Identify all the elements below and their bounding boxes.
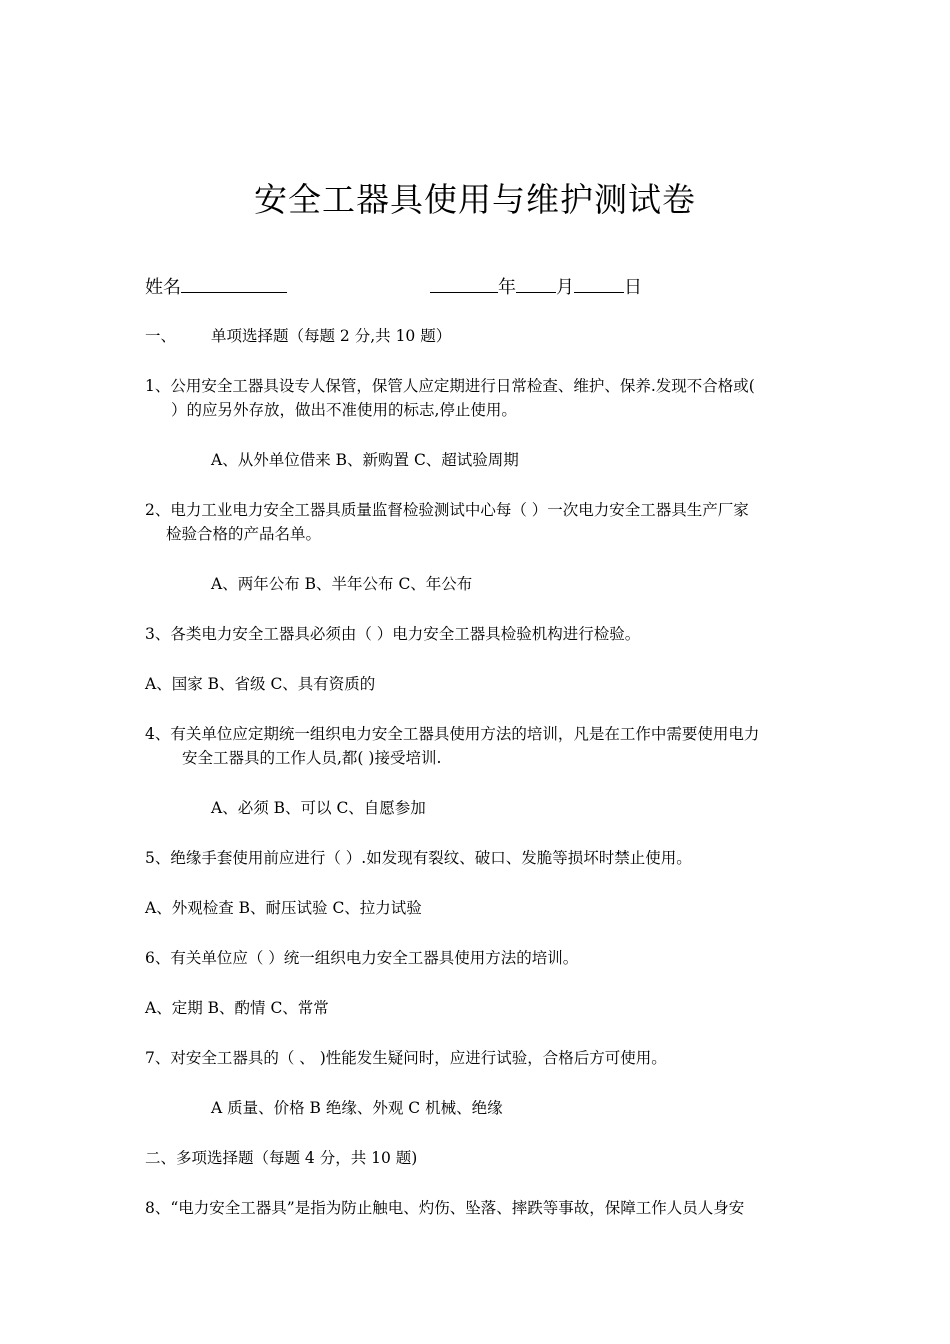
question-1-options: A、从外单位借来 B、新购置 C、超试验周期: [211, 451, 519, 469]
day-blank: [574, 276, 624, 293]
section1-title: 单项选择题（每题 2 分,共 10 题）: [211, 327, 452, 345]
date-field: [430, 276, 642, 299]
question-8-line-1: 8、“电力安全工器具”是指为防止触电、灼伤、坠落、摔跌等事故，保障工作人员人身安: [145, 1199, 745, 1217]
name-label: 姓名: [145, 277, 181, 298]
question-2-options: A、两年公布 B、半年公布 C、年公布: [211, 575, 473, 593]
year-label: 年: [498, 277, 516, 298]
question-4-options: A、必须 B、可以 C、自愿参加: [211, 799, 426, 817]
month-label: 月: [556, 277, 574, 298]
question-2-line-1: 2、电力工业电力安全工器具质量监督检验测试中心每（ ）一次电力安全工器具生产厂家: [145, 501, 749, 519]
month-blank: [516, 276, 556, 293]
question-7-line-1: 7、对安全工器具的（ 、 )性能发生疑问时，应进行试验，合格后方可使用。: [145, 1049, 667, 1067]
question-5-line-1: 5、绝缘手套使用前应进行（ ）.如发现有裂纹、破口、发脆等损坏时禁止使用。: [145, 849, 692, 867]
name-field: [145, 276, 287, 299]
section1-number: 一、: [145, 327, 177, 345]
name-blank: [181, 276, 287, 293]
page-title: 安全工器具使用与维护测试卷: [254, 180, 696, 219]
question-4-line-1: 4、有关单位应定期统一组织电力安全工器具使用方法的培训，凡是在工作中需要使用电力: [145, 725, 760, 743]
question-3-options: A、国家 B、省级 C、具有资质的: [145, 675, 376, 693]
section2-title: 二、多项选择题（每题 4 分，共 10 题): [145, 1149, 418, 1167]
question-3-line-1: 3、各类电力安全工器具必须由（ ）电力安全工器具检验机构进行检验。: [145, 625, 641, 643]
question-6-options: A、定期 B、酌情 C、常常: [145, 999, 329, 1017]
question-2-line-2: 检验合格的产品名单。: [166, 525, 322, 543]
question-7-options: A 质量、价格 B 绝缘、外观 C 机械、绝缘: [211, 1099, 503, 1117]
question-1-line-1: 1、公用安全工器具设专人保管，保管人应定期进行日常检查、维护、保养.发现不合格或(: [145, 377, 755, 395]
day-label: 日: [624, 277, 642, 298]
question-6-line-1: 6、有关单位应（ ）统一组织电力安全工器具使用方法的培训。: [145, 949, 579, 967]
year-blank: [430, 276, 498, 293]
question-4-line-2: 安全工器具的工作人员,都( )接受培训.: [182, 749, 442, 767]
question-1-line-2: ）的应另外存放，做出不准使用的标志,停止使用。: [171, 401, 517, 419]
question-5-options: A、外观检查 B、耐压试验 C、拉力试验: [145, 899, 422, 917]
